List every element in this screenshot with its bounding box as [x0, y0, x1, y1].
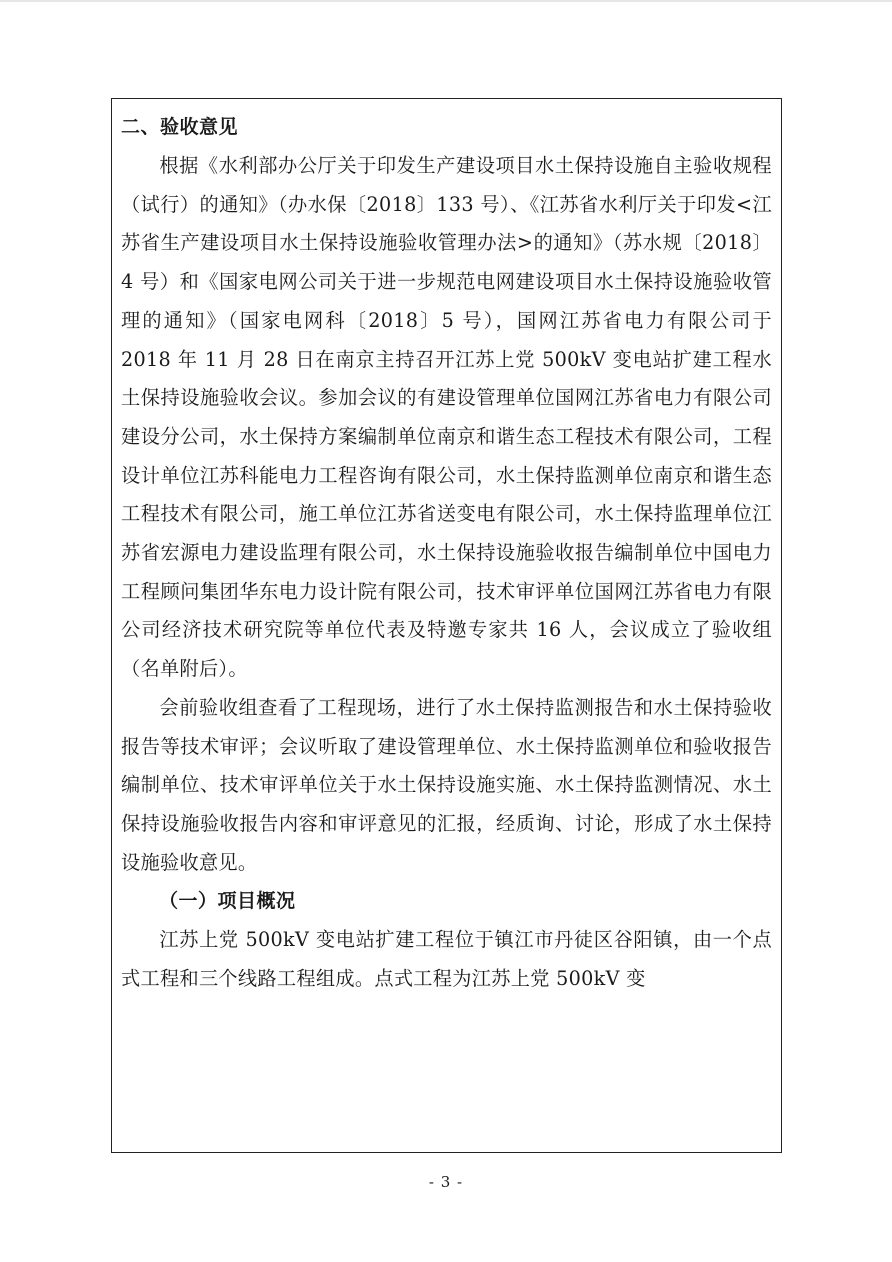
paragraph-overview: 江苏上党 500kV 变电站扩建工程位于镇江市丹徒区谷阳镇，由一个点式工程和三个线路工程组成。点式工程为江苏上党 500kV 变: [121, 928, 772, 990]
page-number: - 3 -: [428, 1173, 464, 1191]
subsection-title: （一）项目概况: [159, 890, 296, 913]
section-title: 二、验收意见: [121, 116, 239, 138]
paragraph-basis: 根据《水利部办公厅关于印发生产建设项目水土保持设施自主验收规程（试行）的通知》（办水保〔2018〕133 号）、《江苏省水利厅关于印发<江苏省生产建设项目水土保持设施验收管理办法>的通知》（苏水规〔2018〕4 号）和《国家电网公司关于进一步规范电网建设项目水土保持设施验收管理的通知》（国家电网科〔2018〕5 号），国网江苏省电力有限公司于 2018 年 11 月 28 日在南京主持召开江苏上党 500kV 变电站扩建工程水土保持设施验收会议。参加会议的有建设管理单位国网江苏省电力有限公司建设分公司，水土保持方案编制单位南京和谐生态工程技术有限公司，工程设计单位江苏科能电力工程咨询有限公司，水土保持监测单位南京和谐生态工程技术有限公司，施工单位江苏省送变电有限公司，水土保持监理单位江苏省宏源电力建设监理有限公司，水土保持设施验收报告编制单位中国电力工程顾问集团华东电力设计院有限公司，技术审评单位国网江苏省电力有限公司经济技术研究院等单位代表及特邀专家共 16 人，会议成立了验收组（名单附后）。: [121, 154, 772, 681]
paragraph-meeting: 会前验收组查看了工程现场，进行了水土保持监测报告和水土保持验收报告等技术审评；会议听取了建设管理单位、水土保持监测单位和验收报告编制单位、技术审评单位关于水土保持设施实施、水土保持监测情况、水土保持设施验收报告内容和审评意见的汇报，经质询、讨论，形成了水土保持设施验收意见。: [121, 695, 772, 874]
document-content: [121, 109, 772, 998]
page-top-edge: [0, 0, 892, 2]
document-frame: [111, 98, 782, 1153]
